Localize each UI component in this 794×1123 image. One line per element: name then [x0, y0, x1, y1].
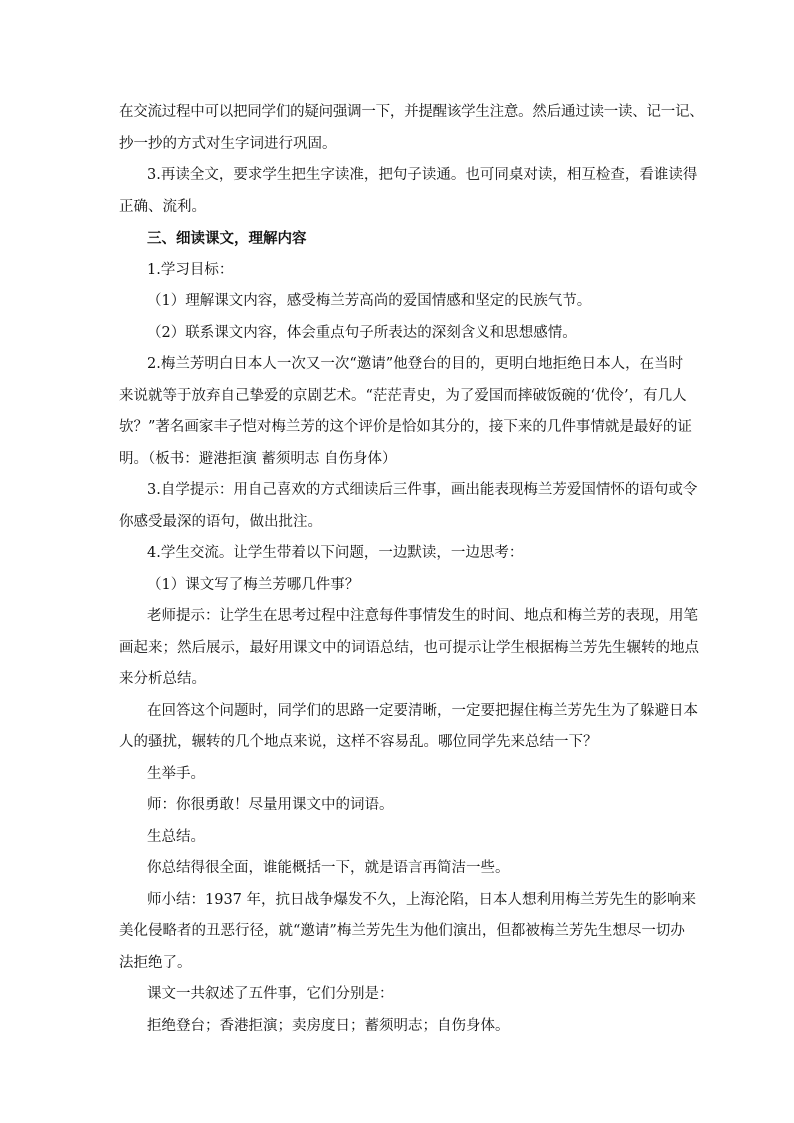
text-line: 美化侵略者的丑恶行径，就“邀请”梅兰芳先生为他们演出，但都被梅兰芳先生想尽一切办 — [119, 923, 685, 939]
text-line: 3.再读全文，要求学生把生字读准，把句子读通。也可同桌对读，相互检查，看谁读得 — [147, 167, 698, 183]
text-line: （2）联系课文内容，体会重点句子所表达的深刻含义和思想感情。 — [147, 324, 577, 341]
text-line: 2.梅兰芳明白日本人一次又一次“邀请”他登台的目的，更明白地拒绝日本人，在当时 — [147, 356, 684, 372]
text-line: （1）理解课文内容，感受梅兰芳高尚的爱国情感和坚定的民族气节。 — [147, 293, 592, 309]
text-line: 1.学习目标： — [147, 261, 234, 278]
text-line: 来分析总结。 — [119, 671, 206, 687]
text-line: 课文一共叙述了五件事，它们分别是： — [147, 986, 394, 1002]
text-line: 来说就等于放弃自己挚爱的京剧艺术。“茫茫青史，为了爱国而摔破饭碗的‘优伶’，有几人 — [119, 387, 687, 404]
document-body — [119, 97, 704, 1042]
section-heading: 三、细读课文，理解内容 — [147, 230, 307, 247]
text-line: （1）课文写了梅兰芳哪几件事？ — [147, 576, 360, 593]
text-line: 正确、流利。 — [119, 198, 206, 215]
text-line: 欤？”著名画家丰子恺对梅兰芳的这个评价是恰如其分的，接下来的几件事情就是最好的证 — [119, 419, 692, 435]
text-line: 师小结：1937 年，抗日战争爆发不久，上海沦陷，日本人想利用梅兰芳先生的影响来 — [147, 891, 697, 908]
text-line: 明。（板书：避港拒演 蓄须明志 自伤身体） — [119, 450, 397, 467]
text-line: 你总结得很全面，谁能概括一下，就是语言再简洁一些。 — [147, 860, 510, 876]
text-line: 生总结。 — [147, 828, 205, 845]
text-line: 画起来；然后展示，最好用课文中的词语总结，也可提示让学生根据梅兰芳先生辗转的地点 — [119, 639, 699, 656]
text-line: 法拒绝了。 — [119, 954, 192, 971]
text-line: 拒绝登台；香港拒演；卖房度日；蓄须明志；自伤身体。 — [147, 1017, 510, 1034]
text-line: 老师提示：让学生在思考过程中注意每件事情发生的时间、地点和梅兰芳的表现，用笔 — [147, 608, 698, 624]
text-line: 人的骚扰，辗转的几个地点来说，这样不容易乱。哪位同学先来总结一下？ — [119, 734, 598, 750]
text-line: 在回答这个问题时，同学们的思路一定要清晰，一定要把握住梅兰芳先生为了躲避日本 — [147, 702, 698, 719]
text-line: 你感受最深的语句，做出批注。 — [119, 513, 322, 530]
text-line: 在交流过程中可以把同学们的疑问强调一下，并提醒该学生注意。然后通过读一读、记一记、 — [119, 104, 704, 120]
text-line: 4.学生交流。让学生带着以下问题，一边默读，一边思考： — [147, 545, 524, 561]
text-line: 师：你很勇敢！尽量用课文中的词语。 — [147, 797, 394, 813]
text-line: 3.自学提示：用自己喜欢的方式细读后三件事，画出能表现梅兰芳爱国情怀的语句或令 — [147, 482, 698, 498]
text-line: 抄一抄的方式对生字词进行巩固。 — [119, 135, 337, 152]
text-line: 生举手。 — [147, 765, 205, 782]
